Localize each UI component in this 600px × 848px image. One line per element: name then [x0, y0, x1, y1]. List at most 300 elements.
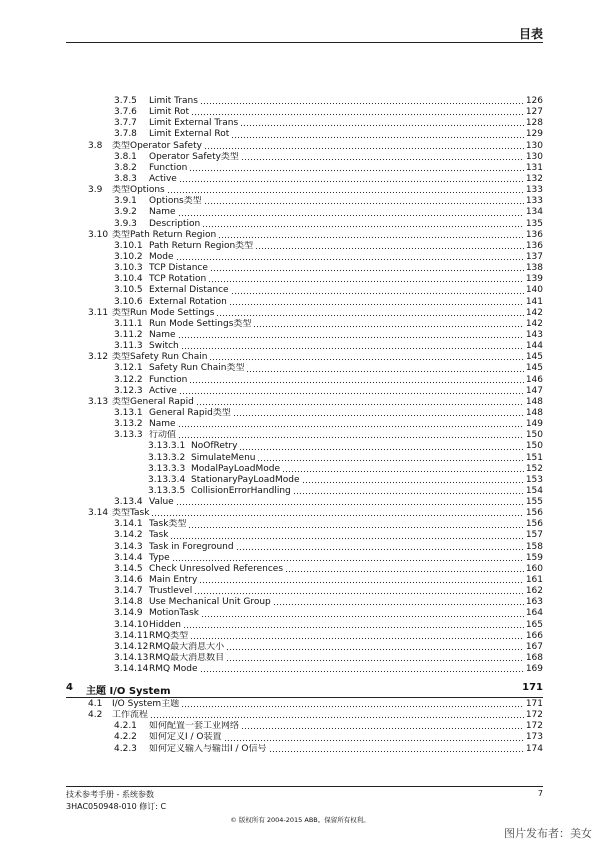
- toc-entry-title: Hidden: [149, 619, 181, 630]
- toc-dot-leader: [172, 555, 524, 562]
- toc-entry-title: Limit Rot: [149, 107, 190, 118]
- toc-entry-number: 3.8.1: [114, 151, 137, 162]
- toc-entry-title: 类型Options: [112, 185, 165, 196]
- toc-entry[interactable]: [88, 464, 543, 475]
- toc-entry-leader-line: [112, 699, 543, 710]
- toc-entry[interactable]: [88, 530, 543, 541]
- toc-entry-page: 133: [525, 185, 543, 196]
- toc-entry-title: Name: [149, 329, 176, 340]
- toc-entry-title: 类型Run Mode Settings: [112, 307, 215, 318]
- toc-entry-leader-line: [149, 96, 543, 107]
- toc-entry-title: Function: [149, 374, 188, 385]
- toc-dot-leader: [302, 477, 524, 484]
- toc-dot-leader: [204, 143, 524, 150]
- toc-dot-leader: [189, 165, 524, 172]
- toc-entry[interactable]: [88, 96, 543, 107]
- toc-entry-number: 3.13.3.1: [148, 441, 186, 452]
- toc-entry-title: 工作流程: [112, 710, 149, 721]
- toc-entry[interactable]: [88, 397, 543, 408]
- toc-entry-leader-line: [149, 575, 543, 586]
- toc-dot-leader: [178, 432, 524, 439]
- toc-dot-leader: [233, 410, 524, 417]
- toc-dot-leader: [224, 735, 524, 742]
- toc-dot-leader: [229, 299, 524, 306]
- toc-entry-page: 131: [525, 162, 543, 173]
- toc-entry-title: Description: [149, 218, 201, 229]
- toc-entry-title: 类型Path Return Region: [112, 229, 217, 240]
- toc-entry-title: Task in Foreground: [149, 541, 234, 552]
- toc-entry-number: 3.9.3: [114, 218, 137, 229]
- toc-entry-leader-line: [149, 107, 543, 118]
- toc-entry-page: 174: [525, 743, 543, 754]
- toc-entry[interactable]: [88, 664, 543, 675]
- toc-entry-number: 3.14.9: [114, 608, 143, 619]
- toc-entry-page: 155: [525, 497, 543, 508]
- toc-entry-number: 3.14.6: [114, 575, 143, 586]
- toc-entry-number: 3.13.2: [114, 419, 143, 430]
- toc-entry-page: 152: [525, 463, 543, 474]
- toc-entry-number: 3.14.14: [114, 664, 149, 675]
- toc-entry-number: 3.13.3.4: [148, 474, 186, 485]
- toc-entry-leader-line: [112, 710, 543, 721]
- toc-entry-page: 157: [525, 530, 543, 541]
- toc-entry-page: 135: [525, 218, 543, 229]
- toc-entry-leader-line: [149, 519, 543, 530]
- toc-entry-page: 127: [525, 107, 543, 118]
- toc-entry[interactable]: [88, 263, 543, 274]
- toc-entry-number: 3.13.3: [114, 430, 143, 441]
- toc-entry[interactable]: [88, 653, 543, 664]
- toc-entry-leader-line: [149, 386, 543, 397]
- toc-entry[interactable]: [88, 352, 543, 363]
- toc-dot-leader: [167, 187, 524, 194]
- toc-entry[interactable]: [88, 196, 543, 207]
- toc-entry-page: 158: [525, 541, 543, 552]
- toc-entry[interactable]: [88, 252, 543, 263]
- toc-entry-title: Limit Trans: [149, 96, 198, 106]
- toc-entry-page: 156: [525, 508, 543, 519]
- toc-entry-page: 149: [525, 419, 543, 430]
- toc-entry[interactable]: [88, 430, 543, 441]
- toc-entry-number: 3.12.3: [114, 385, 143, 396]
- toc-dot-leader: [170, 533, 523, 540]
- toc-dot-leader: [253, 321, 523, 328]
- toc-entry-leader-line: [149, 430, 543, 441]
- toc-entry-page: 171: [525, 699, 543, 709]
- toc-entry[interactable]: [88, 553, 543, 564]
- toc-entry[interactable]: [88, 274, 543, 285]
- toc-entry-title: Value: [149, 497, 174, 508]
- toc-entry[interactable]: [88, 721, 543, 732]
- chapter-page: 171: [522, 682, 543, 693]
- toc-entry-title: External Rotation: [149, 296, 227, 307]
- toc-dot-leader: [179, 176, 524, 183]
- toc-entry-number: 3.12.1: [114, 363, 143, 374]
- toc-entry-page: 150: [525, 441, 543, 452]
- toc-entry-title: Trustlevel: [149, 586, 193, 597]
- toc-entry-page: 130: [525, 140, 543, 151]
- toc-entry-page: 142: [525, 307, 543, 318]
- toc-entry-leader-line: [149, 118, 543, 129]
- toc-entry-leader-line: [149, 152, 543, 163]
- toc-entry-title: 类型Task: [112, 508, 150, 519]
- toc-dot-leader: [269, 746, 524, 753]
- toc-entry[interactable]: [88, 475, 543, 486]
- toc-entry-leader-line: [112, 185, 543, 196]
- toc-entry-page: 153: [525, 474, 543, 485]
- toc-dot-leader: [189, 377, 524, 384]
- toc-entry-title: Safety Run Chain类型: [149, 363, 245, 374]
- toc-dot-leader: [178, 421, 524, 428]
- toc-entry[interactable]: [88, 297, 543, 308]
- toc-entry-number: 3.14.2: [114, 530, 143, 541]
- toc-entry[interactable]: [88, 241, 543, 252]
- toc-entry-number: 3.13.3.3: [148, 463, 186, 474]
- toc-entry-title: Type: [149, 552, 170, 563]
- toc-entry-leader-line: [191, 464, 543, 475]
- toc-entry-title: External Distance: [149, 285, 229, 296]
- toc-entry-page: 168: [525, 653, 543, 664]
- toc-entry-leader-line: [149, 497, 543, 508]
- toc-dot-leader: [218, 232, 524, 239]
- toc-entry-title: Path Return Region类型: [149, 240, 254, 251]
- toc-entry-leader-line: [149, 241, 543, 252]
- toc-dot-leader: [178, 210, 524, 217]
- toc-entry[interactable]: [88, 597, 543, 608]
- toc-entry-page: 154: [525, 485, 543, 496]
- toc-entry[interactable]: [88, 608, 543, 619]
- toc-entry-number: 3.13: [88, 396, 109, 407]
- toc-entry-page: 142: [525, 318, 543, 329]
- toc-entry[interactable]: [88, 107, 543, 118]
- toc-entry-title: NoOfRetry: [191, 441, 238, 452]
- toc-entry[interactable]: [88, 542, 543, 553]
- toc-entry[interactable]: [88, 129, 543, 140]
- toc-entry-page: 160: [525, 563, 543, 574]
- toc-entry-number: 3.13.3.2: [148, 452, 186, 463]
- toc-entry[interactable]: [88, 207, 543, 218]
- toc-entry-page: 166: [525, 630, 543, 641]
- toc-entry[interactable]: [88, 631, 543, 642]
- toc-entry-page: 163: [525, 597, 543, 608]
- toc-entry-number: 3.10.2: [114, 251, 143, 262]
- toc-dot-leader: [285, 566, 524, 573]
- toc-entry[interactable]: [88, 642, 543, 653]
- toc-entry-page: 172: [525, 721, 543, 732]
- toc-entry[interactable]: [88, 341, 543, 352]
- toc-entry-title: TCP Rotation: [149, 274, 207, 285]
- toc-entry-title: Use Mechanical Unit Group: [149, 597, 271, 608]
- header-rule: [66, 42, 543, 43]
- toc-entry-leader-line: [149, 721, 543, 732]
- toc-entry-title: Name: [149, 207, 176, 218]
- toc-entry-leader-line: [191, 475, 543, 486]
- toc-dot-leader: [202, 221, 524, 228]
- toc-entry[interactable]: [88, 453, 543, 464]
- toc-entry-number: 3.14.1: [114, 519, 143, 530]
- toc-entry-page: 162: [525, 586, 543, 597]
- toc-entry-number: 3.11.3: [114, 341, 143, 352]
- toc-dot-leader: [204, 198, 524, 205]
- toc-entry-title: MotionTask: [149, 608, 199, 619]
- toc-dot-leader: [178, 332, 524, 339]
- toc-dot-leader: [176, 499, 524, 506]
- toc-entry-title: 行动值: [149, 430, 177, 441]
- toc-entry-leader-line: [149, 542, 543, 553]
- toc-dot-leader: [194, 588, 524, 595]
- footer-doc-id: 3HAC050948-010 修订: C: [66, 802, 167, 811]
- toc-entry-leader-line: [191, 453, 543, 464]
- toc-dot-leader: [181, 701, 524, 708]
- toc-entry-leader-line: [149, 744, 543, 755]
- toc-entry[interactable]: [88, 163, 543, 174]
- toc-dot-leader: [241, 154, 524, 161]
- toc-entry-title: Active: [149, 173, 177, 184]
- toc-entry-leader-line: [149, 664, 543, 675]
- toc-dot-leader: [200, 666, 524, 673]
- toc-entry-leader-line: [149, 319, 543, 330]
- toc-entry-leader-line: [149, 274, 543, 285]
- toc-entry-page: 136: [525, 240, 543, 251]
- chapter-heading[interactable]: [66, 682, 543, 695]
- toc-entry-leader-line: [149, 530, 543, 541]
- toc-entry-leader-line: [149, 564, 543, 575]
- toc-entry-leader-line: [149, 620, 543, 631]
- toc-entry-leader-line: [149, 330, 543, 341]
- toc-entry-number: 3.10.5: [114, 285, 143, 296]
- toc-entry-leader-line: [149, 631, 543, 642]
- toc-entry-leader-line: [112, 352, 543, 363]
- toc-entry[interactable]: [88, 408, 543, 419]
- toc-entry-page: 156: [525, 519, 543, 530]
- toc-entry-number: 3.14.12: [114, 641, 149, 652]
- toc-entry[interactable]: [88, 699, 543, 710]
- toc-entry-title: General Rapid类型: [149, 407, 231, 418]
- toc-dot-leader: [236, 544, 524, 551]
- toc-dot-leader: [200, 98, 524, 105]
- toc-entry-leader-line: [149, 732, 543, 743]
- toc-entry-page: 172: [525, 710, 543, 721]
- toc-entry-number: 4.1: [88, 699, 103, 709]
- toc-entry-leader-line: [149, 608, 543, 619]
- toc-entry[interactable]: [88, 441, 543, 452]
- toc-entry[interactable]: [88, 230, 543, 241]
- toc-entry-page: 159: [525, 552, 543, 563]
- toc-entry-title: RMQ最大消息大小: [149, 641, 225, 652]
- toc-entry-page: 146: [525, 374, 543, 385]
- toc-entry-number: 3.14.3: [114, 541, 143, 552]
- toc-entry-title: Limit External Trans: [149, 118, 239, 129]
- toc-entry-title: Limit External Rot: [149, 129, 230, 140]
- toc-entry[interactable]: [88, 486, 543, 497]
- toc-entry-page: 139: [525, 274, 543, 285]
- toc-dot-leader: [196, 399, 524, 406]
- toc-entry-number: 3.9.1: [114, 196, 137, 207]
- toc-entry-title: Task: [149, 530, 169, 541]
- toc-entry-page: 132: [525, 173, 543, 184]
- toc-entry-number: 4.2.3: [114, 743, 137, 754]
- toc-entry[interactable]: [88, 185, 543, 196]
- toc-entry-leader-line: [149, 408, 543, 419]
- toc-dot-leader: [181, 343, 524, 350]
- toc-entry-title: Mode: [149, 251, 174, 262]
- toc-entry[interactable]: [88, 152, 543, 163]
- toc-entry[interactable]: [88, 308, 543, 319]
- toc-entry-number: 3.9: [88, 185, 103, 196]
- toc-entry[interactable]: [88, 319, 543, 330]
- toc-entry-number: 3.11.1: [114, 318, 143, 329]
- toc-entry-leader-line: [149, 597, 543, 608]
- toc-entry-page: 134: [525, 207, 543, 218]
- toc-entry-leader-line: [191, 486, 543, 497]
- toc-entry-number: 3.14.7: [114, 586, 143, 597]
- toc-entry-number: 3.13.3.5: [148, 485, 186, 496]
- toc-entry[interactable]: [88, 564, 543, 575]
- toc-dot-leader: [240, 120, 524, 127]
- toc-entry[interactable]: [88, 285, 543, 296]
- toc-entry[interactable]: [88, 508, 543, 519]
- toc-dot-leader: [151, 510, 523, 517]
- watermark: 图片发布者：美女: [504, 827, 592, 840]
- toc-entry-title: ModalPayLoadMode: [191, 463, 280, 474]
- toc-entry-leader-line: [149, 297, 543, 308]
- toc-entry-number: 3.14.5: [114, 563, 143, 574]
- toc-entry-title: 如何定义I / O装置: [149, 732, 222, 743]
- toc-entry-title: 如何配置一套工业网络: [149, 721, 240, 732]
- toc-entry-title: Check Unresolved References: [149, 563, 284, 574]
- toc-entry-number: 3.10: [88, 229, 109, 240]
- toc-entry[interactable]: [88, 419, 543, 430]
- toc-entry-number: 3.9.2: [114, 207, 137, 218]
- toc-entry-page: 143: [525, 329, 543, 340]
- toc-entry-page: 150: [525, 430, 543, 441]
- toc-entry[interactable]: [88, 219, 543, 230]
- toc-entry-leader-line: [149, 129, 543, 140]
- toc-entry-title: Run Mode Settings类型: [149, 318, 252, 329]
- toc-entry-number: 4.2: [88, 710, 103, 721]
- toc-entry[interactable]: [88, 497, 543, 508]
- toc-entry-leader-line: [149, 163, 543, 174]
- toc-entry[interactable]: [88, 386, 543, 397]
- toc-dot-leader: [150, 712, 524, 719]
- toc-entry-title: TCP Distance: [149, 263, 208, 274]
- toc-dot-leader: [255, 243, 524, 250]
- toc-entry[interactable]: [88, 375, 543, 386]
- toc-entry-number: 3.10.4: [114, 274, 143, 285]
- toc-entry[interactable]: [88, 141, 543, 152]
- toc-dot-leader: [188, 522, 523, 529]
- toc-entry-title: Operator Safety类型: [149, 151, 239, 162]
- toc-entry[interactable]: [88, 620, 543, 631]
- footer-doc-title: 技术参考手册 - 系统参数: [66, 790, 154, 799]
- footer-rule: [66, 786, 543, 787]
- toc-entry-title: Function: [149, 162, 188, 173]
- toc-entry-leader-line: [149, 642, 543, 653]
- toc-entry[interactable]: [88, 575, 543, 586]
- toc-entry-page: 128: [525, 118, 543, 129]
- footer-page-number: 7: [537, 789, 543, 798]
- toc-entry-leader-line: [149, 196, 543, 207]
- toc-entry-page: 145: [525, 352, 543, 363]
- toc-entry-leader-line: [149, 174, 543, 185]
- toc-entry-number: 3.10.6: [114, 296, 143, 307]
- toc-entry[interactable]: [88, 744, 543, 755]
- toc-entry-title: Task类型: [149, 519, 187, 530]
- toc-entry-leader-line: [149, 219, 543, 230]
- toc-entry-title: RMQ Mode: [149, 664, 198, 675]
- toc-entry[interactable]: [88, 330, 543, 341]
- toc-entry-page: 148: [525, 407, 543, 418]
- toc-entry-number: 3.7.8: [114, 129, 137, 140]
- toc-entry-page: 130: [525, 151, 543, 162]
- toc-entry-title: 类型Safety Run Chain: [112, 352, 208, 363]
- toc-entry-title: 类型General Rapid: [112, 396, 194, 407]
- toc-dot-leader: [231, 288, 524, 295]
- toc-dot-leader: [231, 132, 524, 139]
- toc-entry-number: 3.11.2: [114, 329, 143, 340]
- toc-entry-number: 4.2.2: [114, 732, 137, 743]
- toc-entry-number: 3.7.7: [114, 118, 137, 129]
- toc-entry-page: 167: [525, 641, 543, 652]
- toc-dot-leader: [209, 354, 523, 361]
- toc-entry[interactable]: [88, 710, 543, 721]
- toc-entry-number: 3.8.3: [114, 173, 137, 184]
- toc-entry-page: 145: [525, 363, 543, 374]
- copyright-notice: © 版权所有 2004-2015 ABB。保留所有权利。: [230, 816, 370, 824]
- toc-entry-number: 3.14.10: [114, 619, 149, 630]
- toc-entry-page: 151: [525, 452, 543, 463]
- chapter-title: 主题 I/O System: [86, 686, 171, 697]
- toc-entry[interactable]: [88, 174, 543, 185]
- toc-dot-leader: [216, 310, 523, 317]
- table-of-contents-chapter-4: [88, 699, 543, 755]
- toc-entry-leader-line: [191, 441, 543, 452]
- toc-entry-leader-line: [149, 419, 543, 430]
- toc-entry[interactable]: [88, 586, 543, 597]
- toc-entry-page: 169: [525, 664, 543, 675]
- toc-entry-leader-line: [149, 363, 543, 374]
- toc-entry[interactable]: [88, 519, 543, 530]
- toc-entry-number: 3.11: [88, 307, 109, 318]
- toc-entry-number: 3.14.8: [114, 597, 143, 608]
- toc-entry-number: 3.8.2: [114, 162, 137, 173]
- toc-entry[interactable]: [88, 363, 543, 374]
- toc-entry-title: SimulateMenu: [191, 452, 256, 463]
- toc-entry-number: 3.14: [88, 508, 109, 519]
- toc-entry-leader-line: [149, 207, 543, 218]
- toc-entry-leader-line: [149, 263, 543, 274]
- toc-entry-number: 3.14.11: [114, 630, 149, 641]
- toc-entry-leader-line: [112, 397, 543, 408]
- toc-dot-leader: [226, 655, 524, 662]
- toc-dot-leader: [282, 466, 524, 473]
- toc-entry[interactable]: [88, 732, 543, 743]
- toc-dot-leader: [176, 254, 524, 261]
- toc-entry-number: 3.7.6: [114, 107, 137, 118]
- toc-entry-page: 138: [525, 263, 543, 274]
- toc-entry-leader-line: [149, 586, 543, 597]
- toc-entry[interactable]: [88, 118, 543, 129]
- toc-entry-number: 3.8: [88, 140, 103, 151]
- toc-entry-leader-line: [149, 341, 543, 352]
- toc-entry-number: 4.2.1: [114, 721, 137, 732]
- toc-dot-leader: [179, 388, 524, 395]
- toc-dot-leader: [191, 109, 524, 116]
- toc-entry-number: 3.12.2: [114, 374, 143, 385]
- toc-dot-leader: [183, 622, 524, 629]
- toc-entry-page: 141: [525, 296, 543, 307]
- toc-entry-page: 126: [525, 96, 543, 106]
